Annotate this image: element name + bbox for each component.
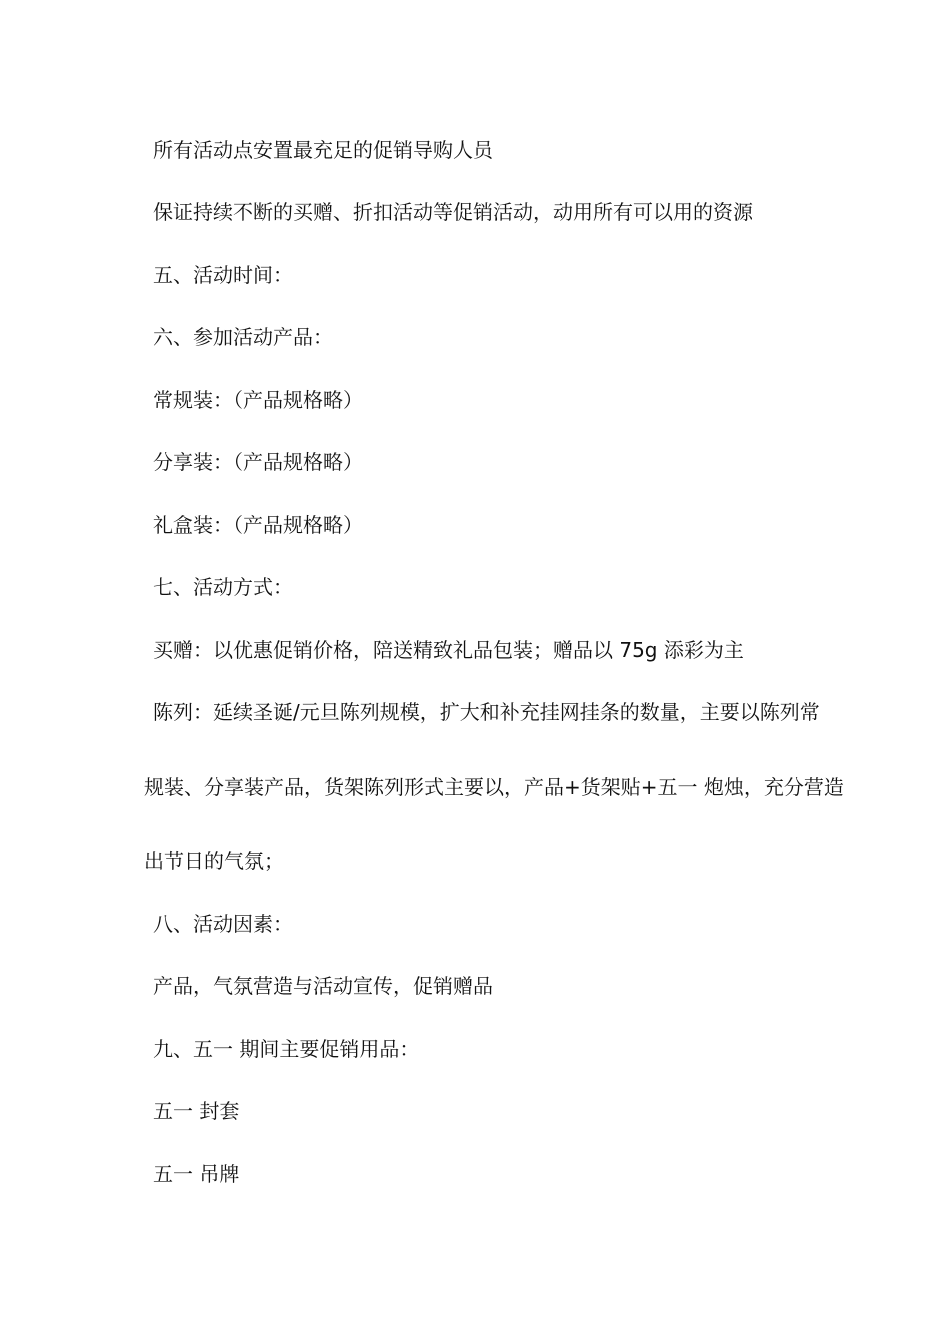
text-line-gift-box: 礼盒装：（产品规格略） — [153, 513, 363, 537]
text-line-staffing: 所有活动点安置最充足的促销导购人员 — [153, 138, 493, 162]
section-heading-products: 六、参加活动产品： — [153, 325, 333, 349]
text-line-regular-pack: 常规装：（产品规格略） — [153, 388, 363, 412]
section-heading-activity-time: 五、活动时间： — [153, 263, 293, 287]
section-heading-activity-method: 七、活动方式： — [153, 575, 293, 599]
text-line-continuous-promotion: 保证持续不断的买赠、折扣活动等促销活动，动用所有可以用的资源 — [153, 200, 753, 224]
text-line-display-2: 规装、分享装产品，货架陈列形式主要以，产品+货架贴+五一 炮烛，充分营造 — [144, 775, 844, 799]
list-item-hang-tag: 五一 吊牌 — [153, 1162, 240, 1186]
text-line-display-3: 出节日的气氛； — [144, 849, 284, 873]
text-line-factors: 产品，气氛营造与活动宣传，促销赠品 — [153, 974, 493, 998]
section-heading-promo-items: 九、五一 期间主要促销用品： — [153, 1037, 420, 1061]
section-heading-activity-factors: 八、活动因素： — [153, 912, 293, 936]
text-line-display-1: 陈列：延续圣诞/元旦陈列规模，扩大和补充挂网挂条的数量，主要以陈列常 — [153, 700, 820, 724]
text-line-share-pack: 分享装：（产品规格略） — [153, 450, 363, 474]
text-line-buy-gift: 买赠：以优惠促销价格，陪送精致礼品包装；赠品以 75g 添彩为主 — [153, 638, 744, 662]
list-item-sleeve: 五一 封套 — [153, 1099, 240, 1123]
